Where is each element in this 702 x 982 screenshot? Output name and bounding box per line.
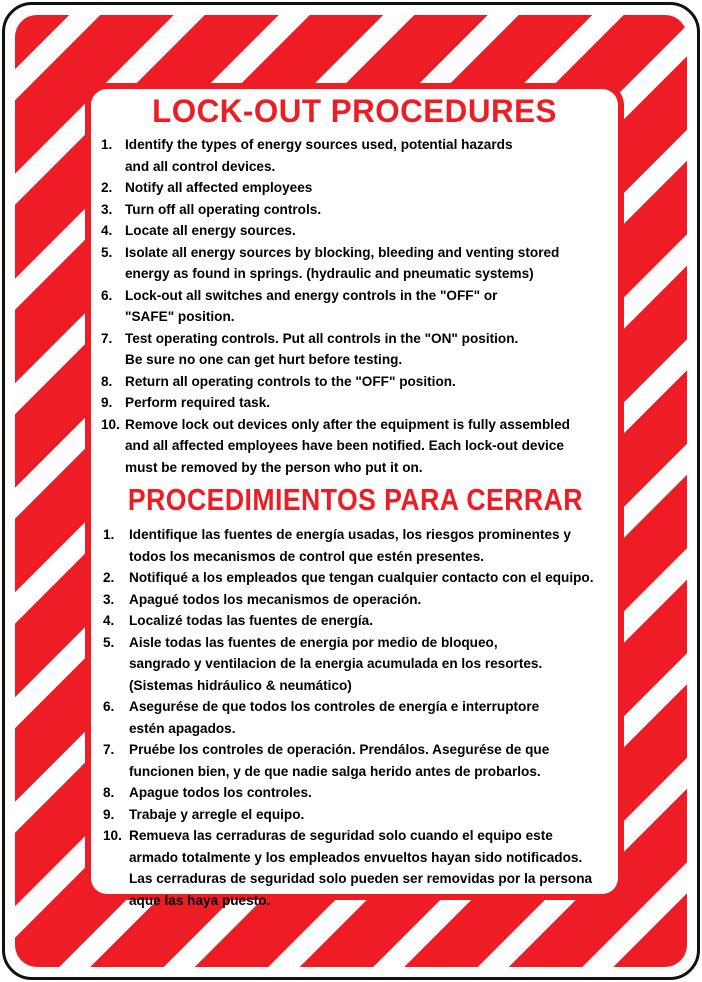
procedure-step — [93, 589, 618, 611]
procedure-step — [93, 199, 618, 221]
procedure-step — [93, 414, 618, 479]
step-text: Notify all affected employees — [125, 180, 313, 195]
step-text: Remueva las cerraduras de seguridad solo cuando el equipo este armado totalmente y los empleados envueltos hayan sido notificados. Las cerraduras de seguridad solo pueden ser removidas por la persona aque las haya puesto. — [129, 828, 593, 908]
step-text: Notifiqué a los empleados que tengan cualquier contacto con el equipo. — [129, 570, 594, 585]
step-text: Pruébe los controles de operación. Prendálos. Asegurése de que funcionen bien, y de que nadie salga herido antes de probarlos. — [129, 742, 550, 779]
step-number: 6. — [103, 699, 115, 714]
english-steps — [91, 134, 618, 478]
step-number: 2. — [103, 570, 115, 585]
procedure-step — [93, 610, 618, 632]
step-number: 7. — [103, 742, 115, 757]
procedure-step — [93, 242, 618, 285]
step-number: 4. — [101, 223, 113, 238]
step-number: 5. — [103, 634, 115, 650]
step-text: Isolate all energy sources by blocking, bleeding and venting stored energy as found in springs. (hydraulic and pneumatic systems) — [125, 244, 560, 281]
step-number: 8. — [101, 373, 113, 389]
step-text: Return all operating controls to the "OFF" position. — [125, 373, 456, 389]
step-text: Localizé todas las fuentes de energía. — [129, 613, 374, 628]
step-number: 2. — [101, 180, 113, 195]
procedure-step — [93, 177, 618, 199]
step-number: 1. — [101, 137, 113, 152]
step-text: Test operating controls. Put all controls in the "ON" position. Be sure no one can get hurt before testing. — [125, 330, 519, 367]
step-number: 10. — [101, 416, 120, 432]
step-text: Identifique las fuentes de energía usadas, los riesgos prominentes y todos los mecanismos de control que estén presentes. — [129, 527, 571, 564]
procedure-step — [93, 782, 618, 804]
step-number: 1. — [103, 527, 115, 542]
step-number: 6. — [101, 287, 113, 303]
procedure-step — [93, 696, 618, 739]
procedure-step — [93, 632, 618, 697]
step-number: 3. — [103, 591, 115, 607]
procedure-step — [93, 524, 618, 567]
english-title: LOCK-OUT PROCEDURES — [152, 93, 557, 129]
procedure-step — [93, 328, 618, 371]
step-text: Lock-out all switches and energy controls in the "OFF" or "SAFE" position. — [125, 287, 498, 324]
step-text: Perform required task. — [125, 395, 271, 410]
step-text: Apagué todos los mecanismos de operación. — [129, 591, 422, 607]
procedure-step — [93, 825, 618, 911]
procedure-step — [93, 804, 618, 826]
step-text: Asegurése de que todos los controles de energía e interruptore estén apagados. — [129, 699, 540, 736]
step-number: 4. — [103, 613, 115, 628]
procedure-step — [93, 220, 618, 242]
safety-sign — [2, 2, 700, 980]
spanish-steps — [91, 524, 618, 911]
step-text: Aisle todas las fuentes de energia por medio de bloqueo, sangrado y ventilacion de la energia acumulada en los resortes. (Sistemas hidráulico & neumático) — [129, 634, 543, 693]
step-number: 10. — [103, 828, 122, 843]
procedure-step — [93, 392, 618, 414]
step-text: Trabaje y arregle el equipo. — [129, 806, 305, 822]
procedure-step — [93, 285, 618, 328]
procedure-step — [93, 371, 618, 393]
step-number: 3. — [101, 201, 113, 217]
step-number: 9. — [101, 395, 113, 410]
spanish-title: PROCEDIMIENTOS PARA CERRAR — [127, 482, 583, 517]
step-number: 5. — [101, 244, 113, 260]
step-number: 8. — [103, 785, 115, 800]
procedure-step — [93, 134, 618, 177]
step-text: Remove lock out devices only after the equipment is fully assembled and all affected employees have been notified. Each lock-out device must be removed by the person who put it on. — [125, 416, 570, 475]
procedure-step — [93, 739, 618, 782]
step-text: Turn off all operating controls. — [125, 201, 322, 217]
step-text: Apague todos los controles. — [129, 785, 312, 800]
step-number: 9. — [103, 806, 115, 822]
step-text: Identify the types of energy sources used, potential hazards and all control devices. — [125, 137, 513, 174]
step-text: Locate all energy sources. — [125, 223, 296, 238]
step-number: 7. — [101, 330, 113, 346]
procedure-step — [93, 567, 618, 589]
sign-content — [91, 89, 618, 908]
